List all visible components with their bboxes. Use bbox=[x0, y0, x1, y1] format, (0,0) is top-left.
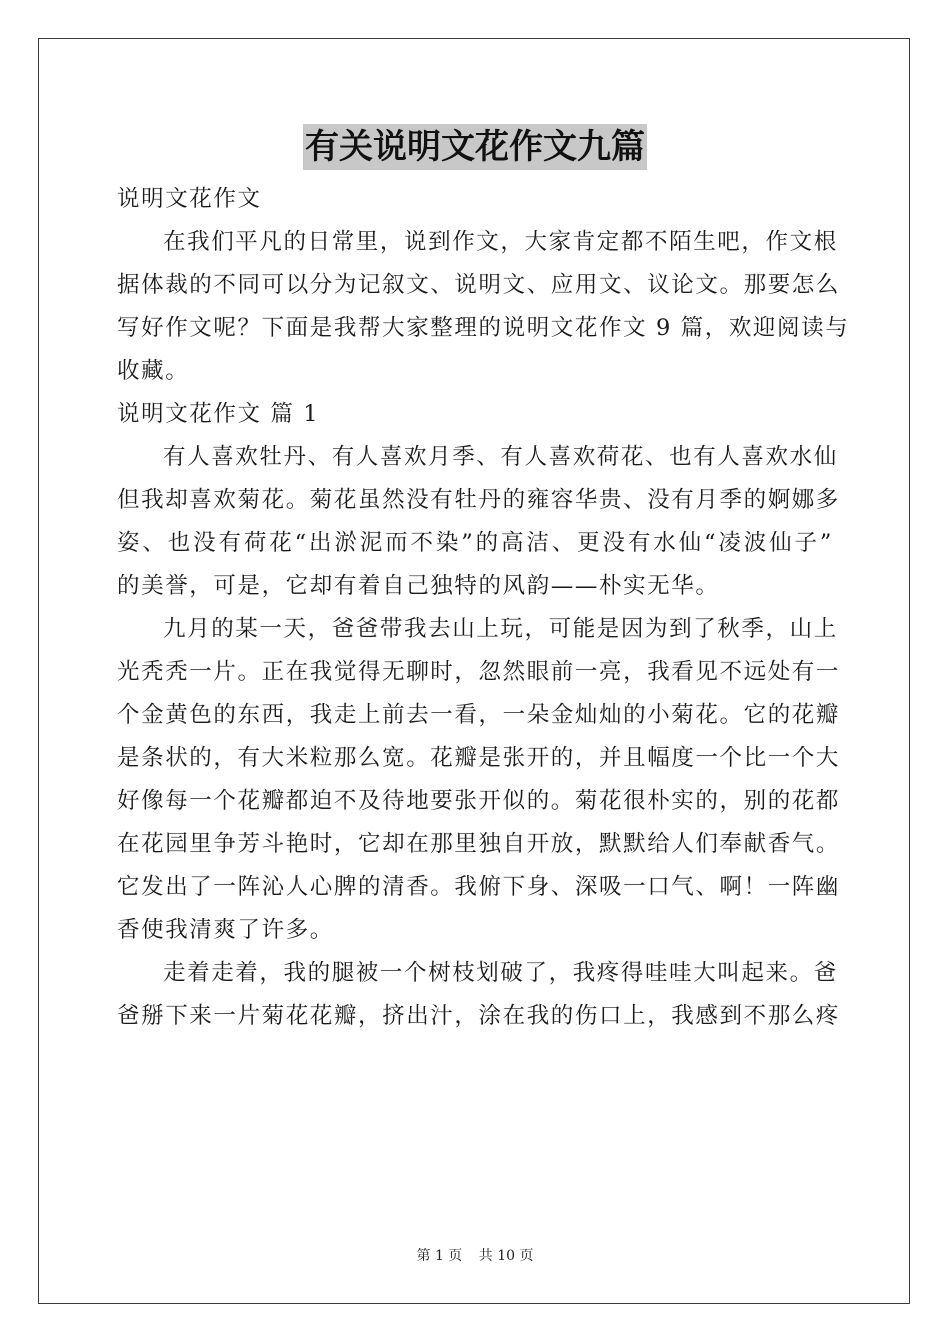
text-line: 是条状的，有大米粒那么宽。花瓣是张开的，并且幅度一个比一个大 bbox=[117, 745, 841, 771]
text-line: 香使我清爽了许多。 bbox=[117, 917, 334, 943]
page-number: 第 1 页 bbox=[416, 1248, 463, 1264]
text-line: 光秃秃一片。正在我觉得无聊时，忽然眼前一亮，我看见不远处有一 bbox=[117, 659, 841, 685]
text-line: 好像每一个花瓣都迫不及待地要张开似的。菊花很朴实的，别的花都 bbox=[117, 788, 841, 814]
text-line: 九月的某一天，爸爸带我去山上玩，可能是因为到了秋季，山上 bbox=[163, 616, 838, 642]
document-body bbox=[117, 178, 850, 1038]
text-line: 爸掰下来一片菊花花瓣，挤出汁，涂在我的伤口上，我感到不那么疼 bbox=[117, 1003, 841, 1029]
text-line: 走着走着，我的腿被一个树枝划破了，我疼得哇哇大叫起来。爸 bbox=[163, 960, 838, 986]
text-line: 但我却喜欢菊花。菊花虽然没有牡丹的雍容华贵、没有月季的婀娜多 bbox=[117, 487, 841, 513]
paragraph-3 bbox=[117, 952, 841, 1038]
text-line: 在我们平凡的日常里，说到作文，大家肯定都不陌生吧，作文根 bbox=[163, 229, 838, 255]
text-line: 收藏。 bbox=[117, 358, 190, 384]
text-line: 写好作文呢？下面是我帮大家整理的说明文花作文 9 篇，欢迎阅读与 bbox=[117, 315, 850, 341]
paragraph-2 bbox=[117, 608, 841, 952]
text-line: 个金黄色的东西，我走上前去一看，一朵金灿灿的小菊花。它的花瓣 bbox=[117, 702, 841, 728]
text-line: 姿、也没有荷花“出淤泥而不染”的高洁、更没有水仙“凌波仙子” bbox=[117, 530, 833, 556]
part-heading: 说明文花作文 篇 1 bbox=[117, 401, 320, 427]
paragraph-1 bbox=[117, 436, 841, 608]
text-line: 有人喜欢牡丹、有人喜欢月季、有人喜欢荷花、也有人喜欢水仙 bbox=[163, 444, 838, 470]
text-line: 的美誉，可是，它却有着自己独特的风韵——朴实无华。 bbox=[117, 573, 720, 599]
text-line: 它发出了一阵沁人心脾的清香。我俯下身、深吸一口气、啊！一阵幽 bbox=[117, 874, 841, 900]
intro-paragraph bbox=[117, 221, 850, 393]
page-total: 共 10 页 bbox=[478, 1248, 534, 1264]
page-footer bbox=[0, 1246, 950, 1266]
section-heading: 说明文花作文 bbox=[117, 186, 262, 212]
document-title: 有关说明文花作文九篇 bbox=[303, 124, 647, 170]
title-container bbox=[0, 124, 950, 170]
text-line: 据体裁的不同可以分为记叙文、说明文、应用文、议论文。那要怎么 bbox=[117, 272, 841, 298]
text-line: 在花园里争芳斗艳时，它却在那里独自开放，默默给人们奉献香气。 bbox=[117, 831, 841, 857]
